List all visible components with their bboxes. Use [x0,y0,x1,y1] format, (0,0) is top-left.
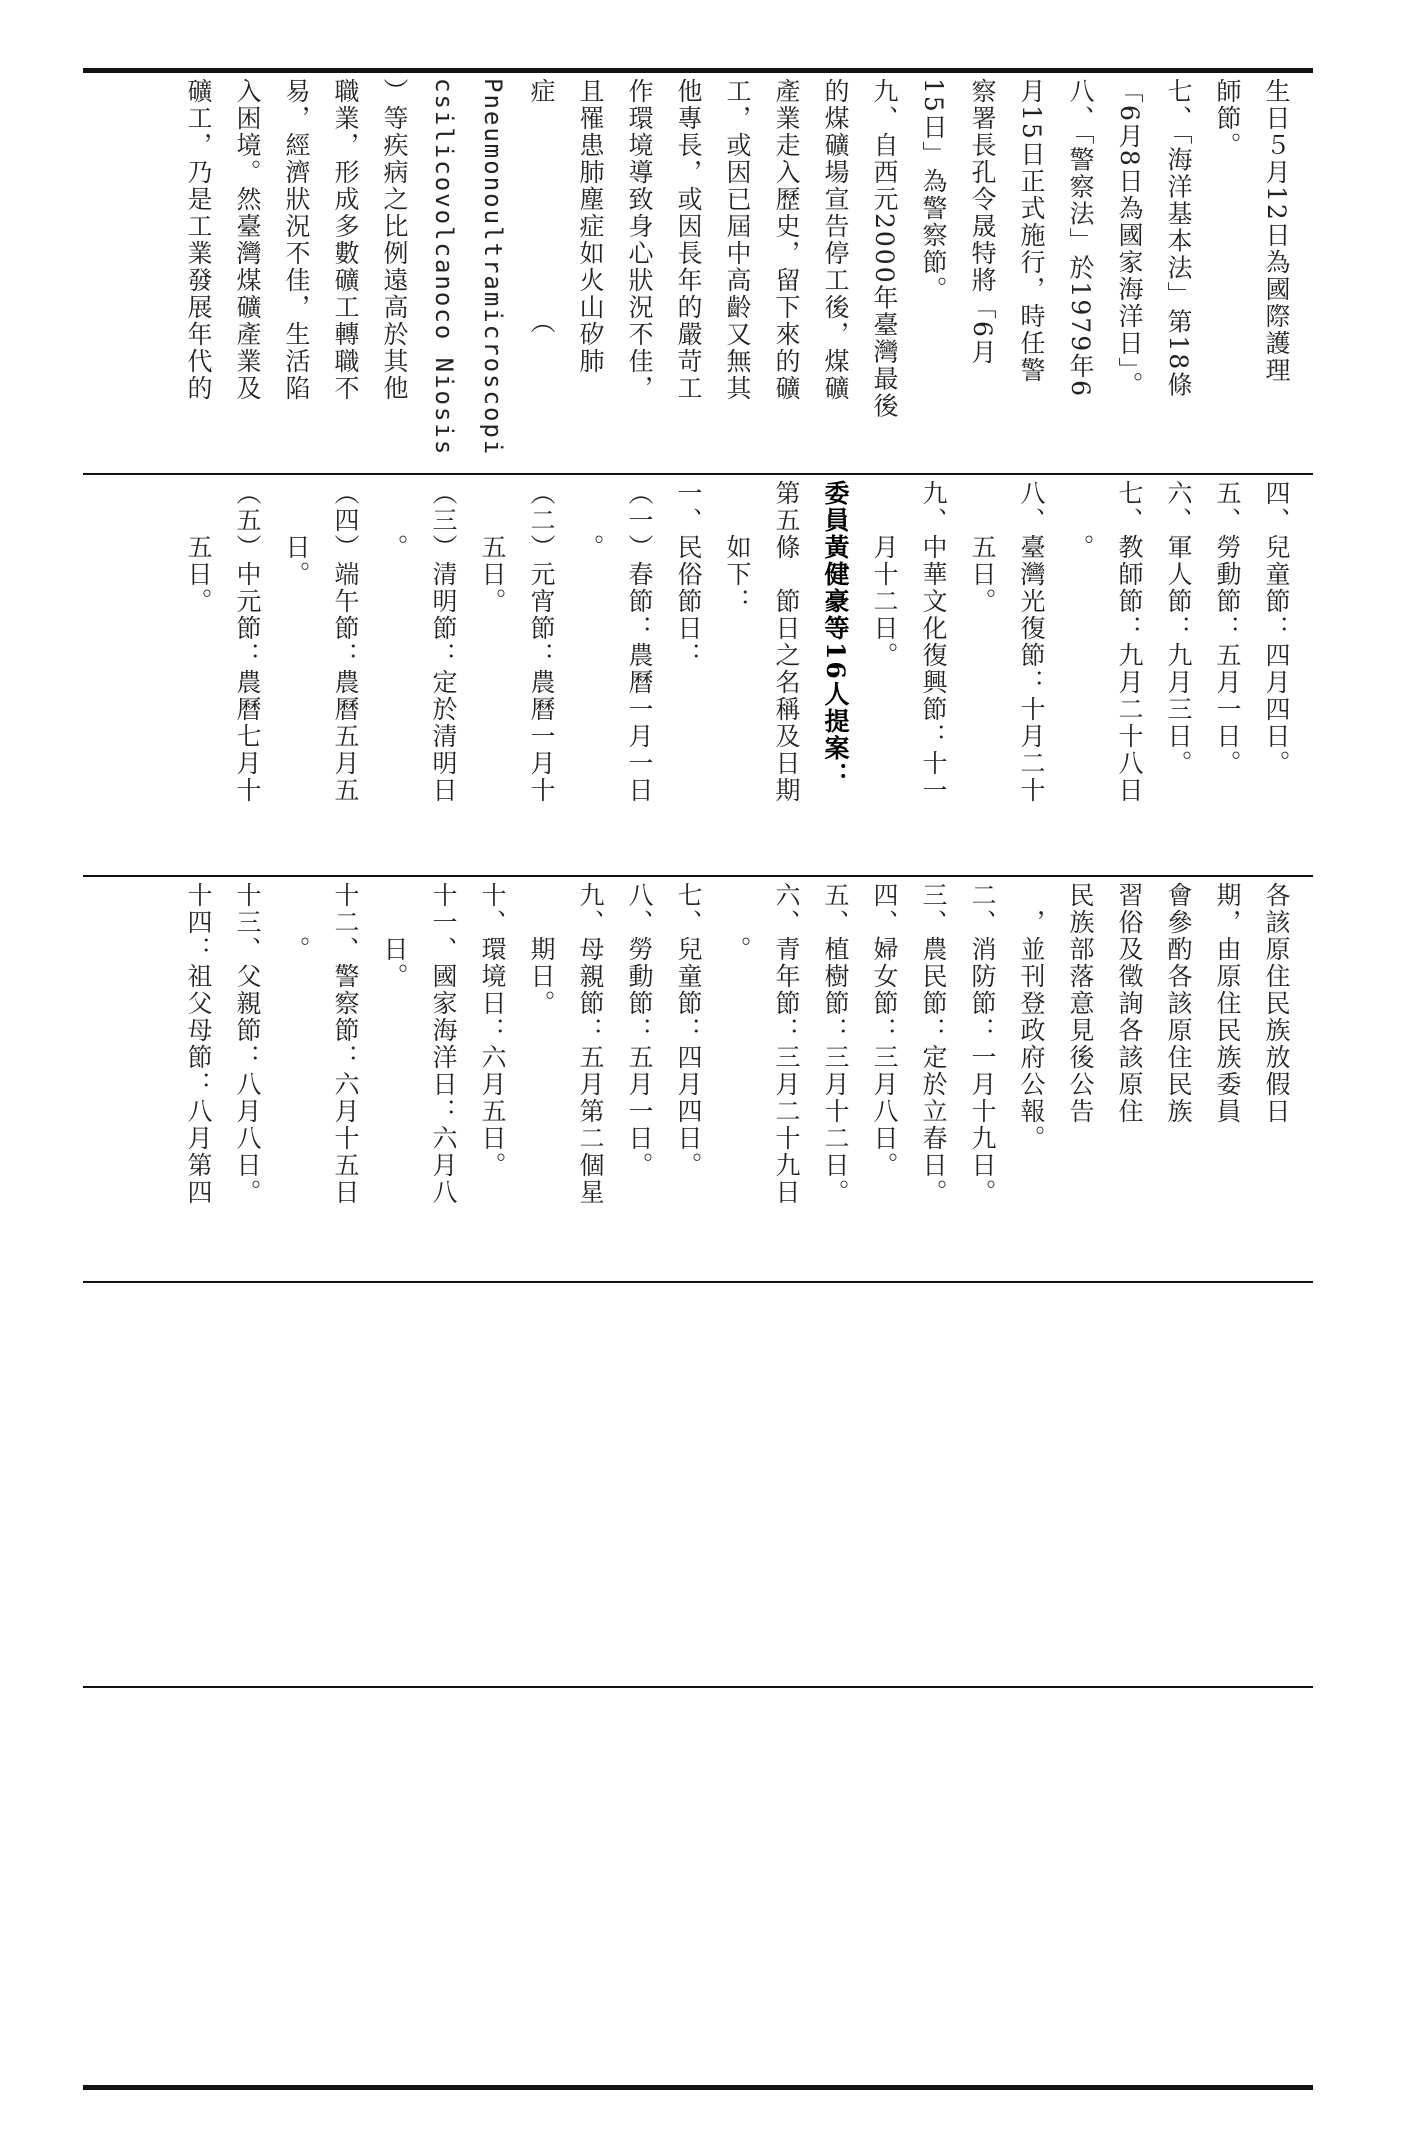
text-line: 三、農民節：定於立春日。 [919,882,948,1206]
text-line: 且罹患肺塵症如火山矽肺 [576,78,605,375]
bottom-rule [83,2085,1313,2090]
text-block-2 [83,480,1313,872]
text-line: 察署長孔令晟特將「6月 [968,78,997,366]
vertical-text-block-3 [174,882,1301,1274]
text-line: （四）端午節：農曆五月五 [331,480,360,804]
text-line: 會參酌各該原住民族 [1164,882,1193,1125]
text-line: 十二、警察節：六月十五日 [331,882,360,1206]
text-line: 四、婦女節：三月八日。 [870,882,899,1179]
text-line: 生日５月12日為國際護理 [1262,78,1291,384]
text-line: 他專長，或因長年的嚴苛工 [674,78,703,402]
text-line: ，並刊登政府公報。 [1017,882,1046,1152]
text-line: 如下： [723,480,752,615]
text-line: 八、勞動節：五月一日。 [625,882,654,1179]
text-line: 產業走入歷史，留下來的礦 [772,78,801,402]
text-line: 的煤礦場宣告停工後，煤礦 [821,78,850,402]
vertical-text-block-2 [174,480,1301,872]
text-line: 各該原住民族放假日 [1262,882,1291,1125]
text-line: 四、兒童節：四月四日。 [1262,480,1291,777]
text-line: 症 （ [527,78,556,336]
text-line: 五、植樹節：三月十二日。 [821,882,850,1206]
text-line: 。 [380,480,409,561]
text-line: ）等疾病之比例遠高於其他 [380,78,409,402]
text-line: 習俗及徵詢各該原住 [1115,882,1144,1125]
band-rule-1 [83,1281,1313,1283]
text-line: 「6月8日為國家海洋日」。 [1115,78,1144,399]
text-line: 月十二日。 [870,480,899,669]
text-line: 十、環境日：六月五日。 [478,882,507,1179]
text-line: 十四：祖父母節：八月第四 [184,882,213,1206]
text-line: （五）中元節：農曆七月十 [233,480,262,804]
text-line: 七、教師節：九月二十八日 [1115,480,1144,804]
text-line: 入困境。然臺灣煤礦產業及 [233,78,262,402]
text-line: 作環境導致身心狀況不佳， [625,78,654,402]
text-line: （一）春節：農曆一月一日 [625,480,654,804]
column-divider-2 [83,875,1313,877]
text-line: 九、中華文化復興節：十一 [919,480,948,804]
text-line: 九、自西元2000年臺灣最後 [870,78,899,420]
text-line: 十一、國家海洋日：六月八 [429,882,458,1206]
text-line: 八、臺灣光復節：十月二十 [1017,480,1046,804]
text-line: 。 [282,882,311,963]
text-line: 八、「警察法」於1979年6 [1066,78,1095,399]
band-rule-2 [83,1686,1313,1688]
text-line: 15日」為警察節。 [919,78,948,303]
text-line: 二、消防節：一月十九日。 [968,882,997,1206]
text-line: 期，由原住民族委員 [1213,882,1242,1125]
text-line: 民族部落意見後公告 [1066,882,1095,1125]
text-line: 。 [1066,480,1095,561]
text-line: 日。 [282,480,311,588]
text-line: 十三、父親節：八月八日。 [233,882,262,1206]
text-line: 六、青年節：三月二十九日 [772,882,801,1206]
text-line: 委員黃健豪等16人提案： [821,480,850,789]
text-line: 五日。 [478,480,507,615]
text-block-1 [83,78,1313,470]
text-line: 六、軍人節：九月三日。 [1164,480,1193,777]
text-block-3 [83,882,1313,1274]
text-line: Pneumonoultramicroscopi [479,78,507,457]
text-line: 五、勞動節：五月一日。 [1213,480,1242,777]
text-line: 期日。 [527,882,556,1017]
text-line: 。 [576,480,605,561]
vertical-text-block-1 [174,78,1301,470]
top-rule [83,68,1313,73]
text-line: 。 [723,882,752,963]
column-divider-1 [83,473,1313,475]
text-line: 日。 [380,882,409,990]
text-line: 礦工，乃是工業發展年代的 [184,78,213,402]
text-line: 月15日正式施行，時任警 [1017,78,1046,384]
text-line: （三）清明節：定於清明日 [429,480,458,804]
text-line: 第五條 節日之名稱及日期 [772,480,801,804]
text-line: （二）元宵節：農曆一月十 [527,480,556,804]
text-line: 一、民俗節日： [674,480,703,669]
text-line: 易，經濟狀況不佳，生活陷 [282,78,311,402]
text-line: csilicovolcanoco Niosis [430,78,458,457]
text-line: 師節。 [1213,78,1242,159]
text-line: 職業，形成多數礦工轉職不 [331,78,360,402]
text-line: 九、母親節：五月第二個星 [576,882,605,1206]
text-line: 工，或因已屆中高齡又無其 [723,78,752,402]
text-line: 七、兒童節：四月四日。 [674,882,703,1179]
text-line: 五日。 [184,480,213,615]
text-line: 七、「海洋基本法」第18條 [1164,78,1193,399]
text-line: 五日。 [968,480,997,615]
